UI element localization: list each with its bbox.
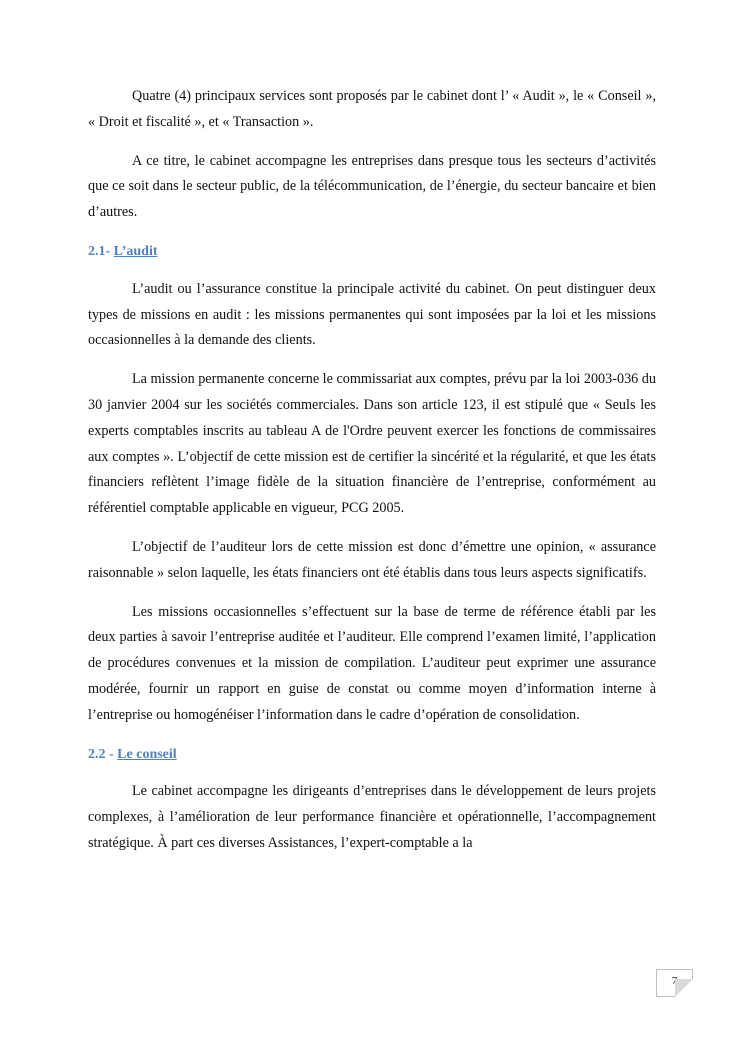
paragraph-audit-intro: L’audit ou l’assurance constitue la principale activité du cabinet. On peut distinguer deux types de missions en audit : les missions permanentes qui sont imposées par la loi et les missions occasionnelles à la demande des clients. (88, 280, 656, 349)
paragraph-permanent-mission: La mission permanente concerne le commissariat aux comptes, prévu par la loi 2003-036 du 30 janvier 2004 sur les sociétés commerciales. Dans son article 123, il est stipulé que « Seuls les experts comptables inscrits au tableau A de l'Ordre peuvent exercer les fonctions de commissaires aux comptes ». L’objectif de cette mission est de certifier la sincérité et la régularité, et que les états financiers reflètent l’image fidèle de la situation financière de l’entreprise, conformément au référentiel comptable applicable en vigueur, PCG 2005. (88, 371, 656, 517)
section-heading-conseil (88, 742, 656, 768)
paragraph-sectors: A ce titre, le cabinet accompagne les entreprises dans presque tous les secteurs d’activités que ce soit dans le secteur public, de la télécommunication, de l’énergie, du secteur bancaire et bien d’autres. (88, 152, 656, 221)
section-title: L’audit (113, 243, 158, 259)
paragraph-auditor-objective: L’objectif de l’auditeur lors de cette mission est donc d’émettre une opinion, « assurance raisonnable » selon laquelle, les états financiers ont été établis dans tous leurs aspects significatifs. (88, 538, 656, 581)
page-number: 7 (656, 969, 693, 997)
page-content (88, 84, 656, 870)
paragraph-occasional-missions: Les missions occasionnelles s’effectuent sur la base de terme de référence établi par les deux parties à savoir l’entreprise auditée et l’auditeur. Elle comprend l’examen limité, l’application de procédures convenues et la mission de compilation. L’auditeur peut exprimer une assurance modérée, fournir un rapport en guise de constat ou comme moyen d’information interne à l’entreprise ou homogénéiser l’information dans le cadre d’opération de consolidation. (88, 603, 656, 723)
section-number: 2.1- (88, 243, 111, 259)
section-number: 2.2 - (88, 746, 114, 762)
paragraph-services: Quatre (4) principaux services sont proposés par le cabinet dont l’ « Audit », le « Conseil », « Droit et fiscalité », et « Transaction ». (88, 88, 656, 130)
paragraph-conseil: Le cabinet accompagne les dirigeants d’entreprises dans le développement de leurs projets complexes, à l’amélioration de leur performance financière et opérationnelle, l’accompagnement stratégique. À part ces diverses Assistances, l’expert-comptable a la (88, 783, 656, 851)
section-heading-audit (88, 239, 656, 265)
section-title: Le conseil (117, 746, 177, 762)
